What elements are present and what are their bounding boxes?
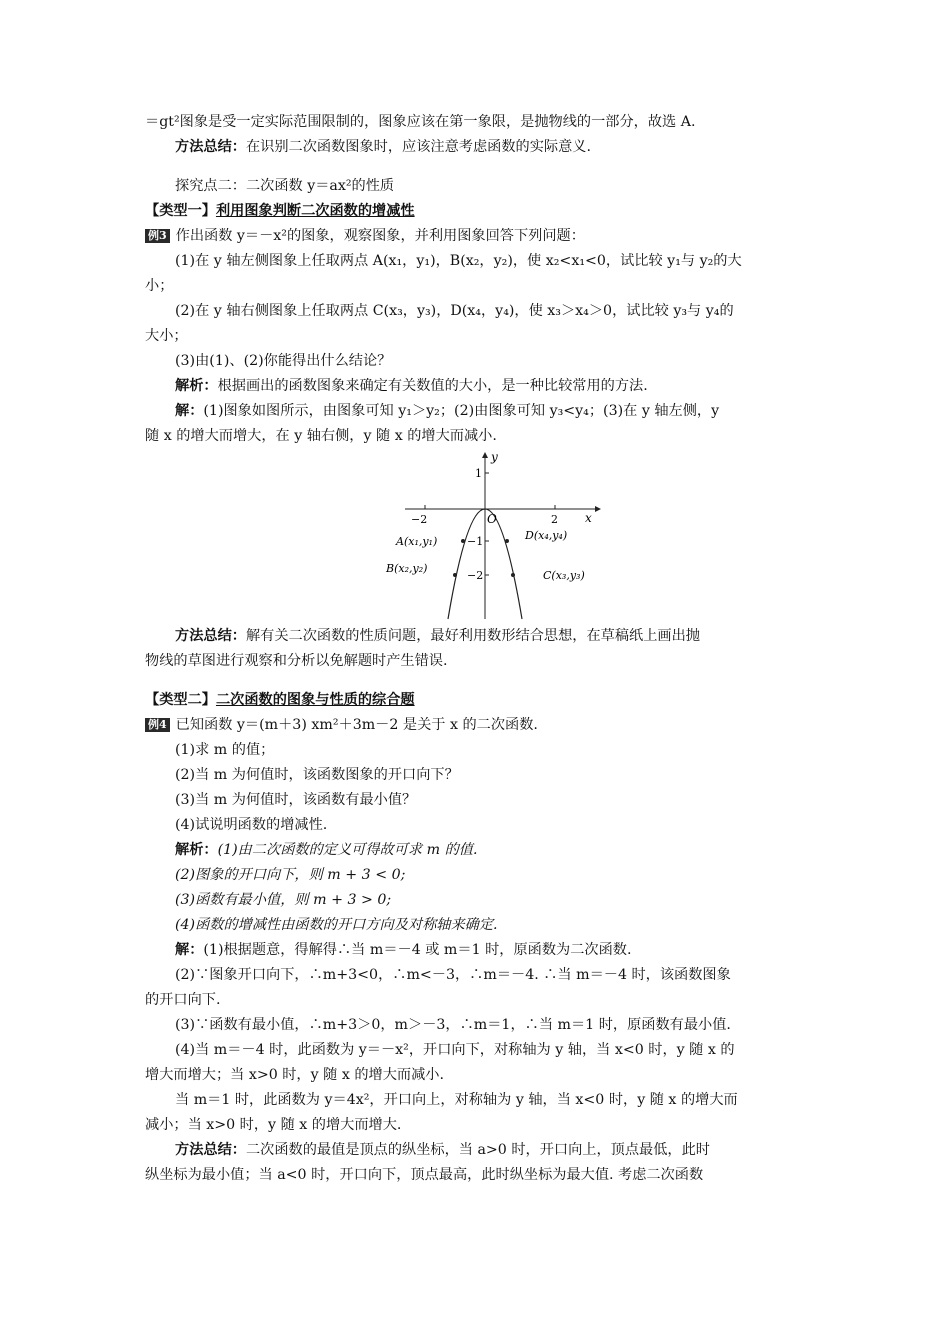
section2-title: 探究点二：二次函数 y＝ax²的性质: [175, 178, 395, 194]
tick-label: 2: [551, 513, 558, 526]
text-line: 随 x 的增大而增大，在 y 轴右侧，y 随 x 的增大而减小.: [145, 428, 497, 444]
text-line: ＝gt²图象是受一定实际范围限制的，图象应该在第一象限，是抛物线的一部分，故选 A.: [145, 114, 696, 130]
method-summary-3: 方法总结：二次函数的最值是顶点的纵坐标，当 a>0 时，开口向上，顶点最低，此时: [175, 1142, 710, 1158]
text-line: (3)∵函数有最小值，∴m+3＞0，m＞－3，∴m＝1，∴当 m＝1 时，原函数有最小值.: [175, 1017, 731, 1033]
analysis-line: 解析：(1)由二次函数的定义可得故可求 m 的值.: [175, 842, 478, 858]
y-axis-label: y: [491, 450, 498, 464]
example4-question: 例4 已知函数 y＝(m＋3) xm²＋3m－2 是关于 x 的二次函数.: [145, 713, 810, 738]
summary-label: 方法总结：: [175, 139, 246, 155]
text-line: (1)求 m 的值；: [175, 742, 275, 758]
parabola-figure: [145, 449, 810, 624]
x-axis-label: x: [585, 511, 592, 525]
type2-heading: 【类型二】二次函数的图象与性质的综合题: [145, 692, 415, 708]
text-line: (2)在 y 轴右侧图象上任取两点 C(x₃，y₃)，D(x₄，y₄)，使 x₃＞x₄＞0，试比较 y₃与 y₄的: [175, 303, 734, 319]
point-c: [511, 573, 515, 577]
point-a: [461, 539, 465, 543]
document-page: [145, 110, 810, 1188]
tick-label: −1: [467, 535, 484, 548]
analysis-line: 解析：根据画出的函数图象来确定有关数值的大小，是一种比较常用的方法.: [175, 378, 648, 394]
point-b: [453, 573, 457, 577]
method-summary-2: 方法总结：解有关二次函数的性质问题，最好利用数形结合思想，在草稿纸上画出抛: [175, 628, 700, 644]
text-line: 大小；: [145, 328, 188, 344]
text-line: 纵坐标为最小值；当 a<0 时，开口向下，顶点最高，此时纵坐标为最大值. 考虑二次函数: [145, 1167, 704, 1183]
text-line: (4)试说明函数的增减性.: [175, 817, 328, 833]
text-line: 增大而增大；当 x>0 时，y 随 x 的增大而减小.: [145, 1067, 444, 1083]
label-c: C(x₃,y₃): [543, 569, 585, 582]
text-line: 物线的草图进行观察和分析以免解题时产生错误.: [145, 653, 448, 669]
text-line: (4)当 m＝－4 时，此函数为 y＝－x²，开口向下，对称轴为 y 轴，当 x<0 时，y 随 x 的: [175, 1042, 735, 1058]
origin-label: O: [487, 512, 497, 526]
text-line: 减小；当 x>0 时，y 随 x 的增大而增大.: [145, 1117, 402, 1133]
text-line: 当 m＝1 时，此函数为 y＝4x²，开口向上，对称轴为 y 轴，当 x<0 时，y 随 x 的增大而: [175, 1092, 738, 1108]
label-d: D(x₄,y₄): [525, 529, 568, 542]
tick-label: −2: [467, 569, 484, 582]
example-badge: 例3: [145, 229, 170, 243]
type1-heading: 【类型一】利用图象判断二次函数的增减性: [145, 203, 415, 219]
solution-line: 解：(1)图象如图所示，由图象可知 y₁＞y₂；(2)由图象可知 y₃<y₄；(3)在 y 轴左侧，y: [175, 403, 720, 419]
parabola-graph: [386, 450, 610, 621]
method-summary-1: 方法总结：在识别二次函数图象时，应该注意考虑函数的实际意义.: [175, 139, 591, 155]
text-line: 的开口向下.: [145, 992, 221, 1008]
tick-label: −2: [411, 513, 428, 526]
text-line: (2)∵图象开口向下，∴m+3<0，∴m<－3，∴m＝－4. ∴当 m＝－4 时，该函数图象: [175, 967, 731, 983]
text-line: (3)函数有最小值，则 m + 3 > 0;: [175, 892, 392, 908]
text-line: 小；: [145, 278, 174, 294]
solution-line: 解：(1)根据题意，得解得∴当 m＝－4 或 m＝1 时，原函数为二次函数.: [175, 942, 632, 958]
label-a: A(x₁,y₁): [396, 535, 438, 548]
text-line: (2)当 m 为何值时，该函数图象的开口向下？: [175, 767, 459, 783]
text-line: (3)由(1)、(2)你能得出什么结论？: [175, 353, 392, 369]
text-line: (3)当 m 为何值时，该函数有最小值？: [175, 792, 417, 808]
text-line: (1)在 y 轴左侧图象上任取两点 A(x₁，y₁)，B(x₂，y₂)，使 x₂<x₁<0，试比较 y₁与 y₂的大: [175, 253, 742, 269]
text-line: (2)图象的开口向下，则 m + 3 < 0;: [175, 867, 406, 883]
example-badge: 例4: [145, 718, 170, 732]
text-line: (4)函数的增减性由函数的开口方向及对称轴来确定.: [175, 917, 498, 933]
example3-question: 例3 作出函数 y＝－x²的图象，观察图象，并利用图象回答下列问题：: [145, 224, 810, 249]
label-b: B(x₂,y₂): [386, 562, 428, 575]
point-d: [505, 539, 509, 543]
tick-label: 1: [475, 467, 482, 480]
